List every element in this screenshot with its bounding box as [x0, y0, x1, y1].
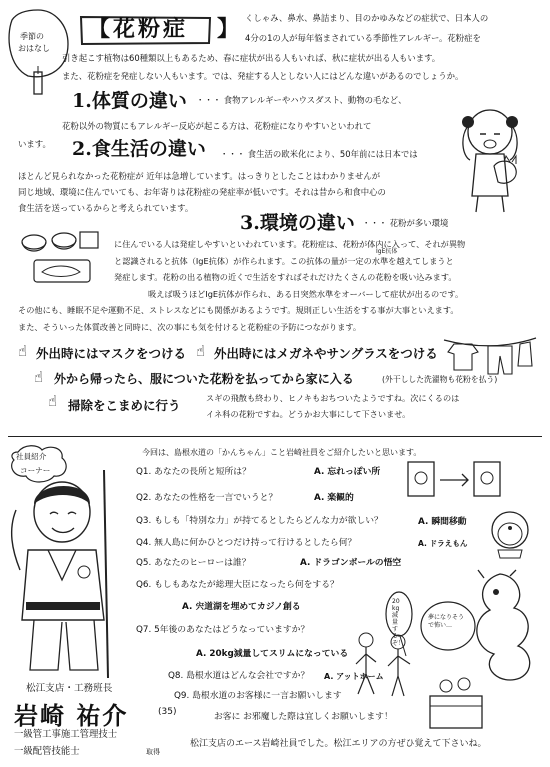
qa-answer: A. 20kg減量してスリムになっている: [196, 649, 349, 659]
section2-lead: ・・・ 食生活の欧米化により、50年前には日本では: [220, 149, 418, 159]
qa-question: Q9. 島根水道のお客様に一言お願いします: [174, 691, 342, 701]
section3-body: に住んでいる人は発症しやすいといわれています。花粉症は、花粉が体内に入って、それが異物: [114, 239, 466, 249]
staff-name: 岩崎 祐介: [14, 701, 129, 730]
section3-heading: 3.環境の違い: [240, 212, 355, 234]
tip-hand-icon: ☝: [48, 392, 58, 410]
section2-body: 同じ地域、環境に住んでいても、お年寄りは花粉症の発症率が低いです。それは昔から和食中心の: [18, 187, 386, 197]
staff-age: (35): [158, 707, 177, 717]
intro-line: また、花粉症を発症しない人もいます。では、発症する人としない人にはどんな違いがあるのでしょうか。: [62, 71, 464, 81]
qa-question: Q1. あなたの長所と短所は？: [136, 467, 251, 477]
tip-hand-icon: ☝: [34, 368, 44, 386]
instant-move-illustration: [404, 460, 524, 514]
qa-answer: A. 楽観的: [314, 493, 354, 503]
section3-body: 発症します。花粉の出る植物の近くで生活をすればそれだけたくさんの花粉を吸い込みます。: [114, 272, 457, 282]
staff-qualification: 一級配管技能士: [14, 746, 80, 757]
qa-answer: A. ドラゴンボールの悟空: [300, 558, 402, 568]
season-note-line1: 季節の: [20, 32, 44, 41]
ige-tag: IgE抗体: [376, 248, 398, 255]
section1-lead: ・・・ 食物アレルギーやハウスダスト、動物の毛など、: [196, 95, 407, 105]
qa-question: Q2. あなたの性格を一言でいうと？: [136, 493, 278, 503]
qualification-note: 取得: [146, 748, 160, 756]
section3-body: と認識されると抗体（IgE抗体）が作られます。この抗体の量が一定の水準を越えてしまうと: [114, 256, 454, 266]
closing-line: スギの飛散も終わり、ヒノキもおちついたようですね。次にくるのは: [206, 393, 460, 403]
doraemon-illustration: [488, 508, 534, 560]
tip-laundry-note: (外干しした洗濯物も花粉を払う): [382, 375, 498, 384]
bubble-20kg-text: 20kg減量するぞ！: [392, 598, 405, 647]
qa-answer: A. 宍道湖を埋めてカジノ創る: [182, 602, 301, 612]
girl-sneezing-illustration: [450, 96, 538, 216]
intro-line: 4分の1の人が毎年悩まされている季節性アレルギー。花粉症を: [245, 33, 481, 43]
page-title: [78, 14, 213, 46]
closing-line: イネ科の花粉ですね。どうかお大事にして下さいませ。: [206, 409, 411, 419]
intro-line: くしゃみ、鼻水、鼻詰まり、目のかゆみなどの症状で、日本人の: [245, 13, 489, 23]
staff-lead: 今回は、島根水道の「かんちゃん」こと岩崎社員をご紹介したいと思います。: [142, 448, 422, 457]
title-text: 【花粉症: [88, 17, 189, 42]
qa-question: Q7. 5年後のあなたはどうなっていますか？: [136, 625, 310, 635]
section-divider: [8, 436, 542, 437]
slim-figure-illustration: [352, 630, 422, 700]
section1-body: います。: [18, 139, 51, 149]
tip-glasses: 外出時にはメガネやサングラスをつける: [214, 346, 438, 361]
section1-heading: 1.体質の違い: [72, 90, 187, 112]
qa-question: Q8. 島根水道はどんな会社ですか？: [168, 671, 310, 681]
staff-role: 松江支店・工務班長: [26, 683, 113, 694]
qa-answer: A. 忘れっぽい所: [314, 467, 381, 477]
corner-label-line2: コーナー: [20, 466, 51, 475]
intro-line: 引き起こす植物は60種類以上もあるため、春に症状が出る人もいれば、秋に症状が出る人もいます。: [62, 53, 441, 63]
tip-mask: 外出時にはマスクをつける: [36, 346, 187, 361]
section2-body: 食生活を送っているからと考えられています。: [18, 203, 194, 213]
qa-question: Q5. あなたのヒーローは誰？: [136, 558, 251, 568]
tip-hand-icon: ☝: [196, 342, 206, 360]
tip-hand-icon: ☝: [18, 342, 28, 360]
qa-answer: A. ドラえもん: [418, 539, 468, 548]
section1-body: 花粉以外の物質にもアレルギー反応が起こる方は、花粉症になりやすいといわれて: [62, 121, 372, 131]
staff-footer: 松江支店のエース岩崎社員でした。松江エリアの方ぜひ覚えて下さいね。: [190, 739, 487, 749]
qa-answer: お客に お邪魔した際は宜しくお願いします！: [214, 712, 393, 722]
laundry-illustration: [440, 330, 540, 380]
qa-question: Q3. もしも「特別な力」が持てるとしたらどんな力が欲しい？: [136, 516, 383, 526]
other-body: また、そういった体質改善と同時に、次の事にも気を付けると花粉症の予防につながります。: [18, 322, 362, 332]
section2-body: ほとんど見られなかった花粉症が 近年は急増しています。はっきりとしたことはわかりませんが: [18, 171, 381, 181]
section3-lead: ・・・ 花粉が多い環境: [362, 218, 449, 228]
tip-cleaning: 掃除をこまめに行う: [68, 398, 181, 413]
qa-question: Q6. もしもあなたが総理大臣になったら何をする？: [136, 580, 339, 590]
gift-box-illustration: [424, 676, 488, 732]
section2-heading: 2.食生活の違い: [72, 138, 206, 160]
tip-brush-clothes: 外から帰ったら、服についた花粉を払ってから家に入る: [54, 372, 354, 386]
section3-body: 吸えば吸うほどIgE抗体が作られ、ある日突然水準をオーバーして症状が出るのです。: [148, 289, 464, 299]
staff-qualification: 一級管工事施工管理技士: [14, 729, 118, 740]
japanese-meal-illustration: [18, 226, 104, 286]
other-body: その他にも、睡眠不足や運動不足、ストレスなどにも関係があるようです。規則正しい生活をする事が大事といえます。: [18, 305, 459, 315]
title-bracket-right: 】: [217, 17, 240, 42]
bubble-dream-text: 夢になりそうで怖い…: [428, 614, 465, 629]
qa-answer: A. アットホーム: [324, 672, 384, 681]
season-note-line2: おはなし: [18, 44, 50, 53]
qa-question: Q4. 無人島に何かひとつだけ持って行けるとしたら何？: [136, 538, 357, 548]
corner-label-line1: 社員紹介: [16, 452, 47, 461]
qa-answer: A. 瞬間移動: [418, 517, 467, 527]
staff-portrait-illustration: [8, 470, 118, 680]
